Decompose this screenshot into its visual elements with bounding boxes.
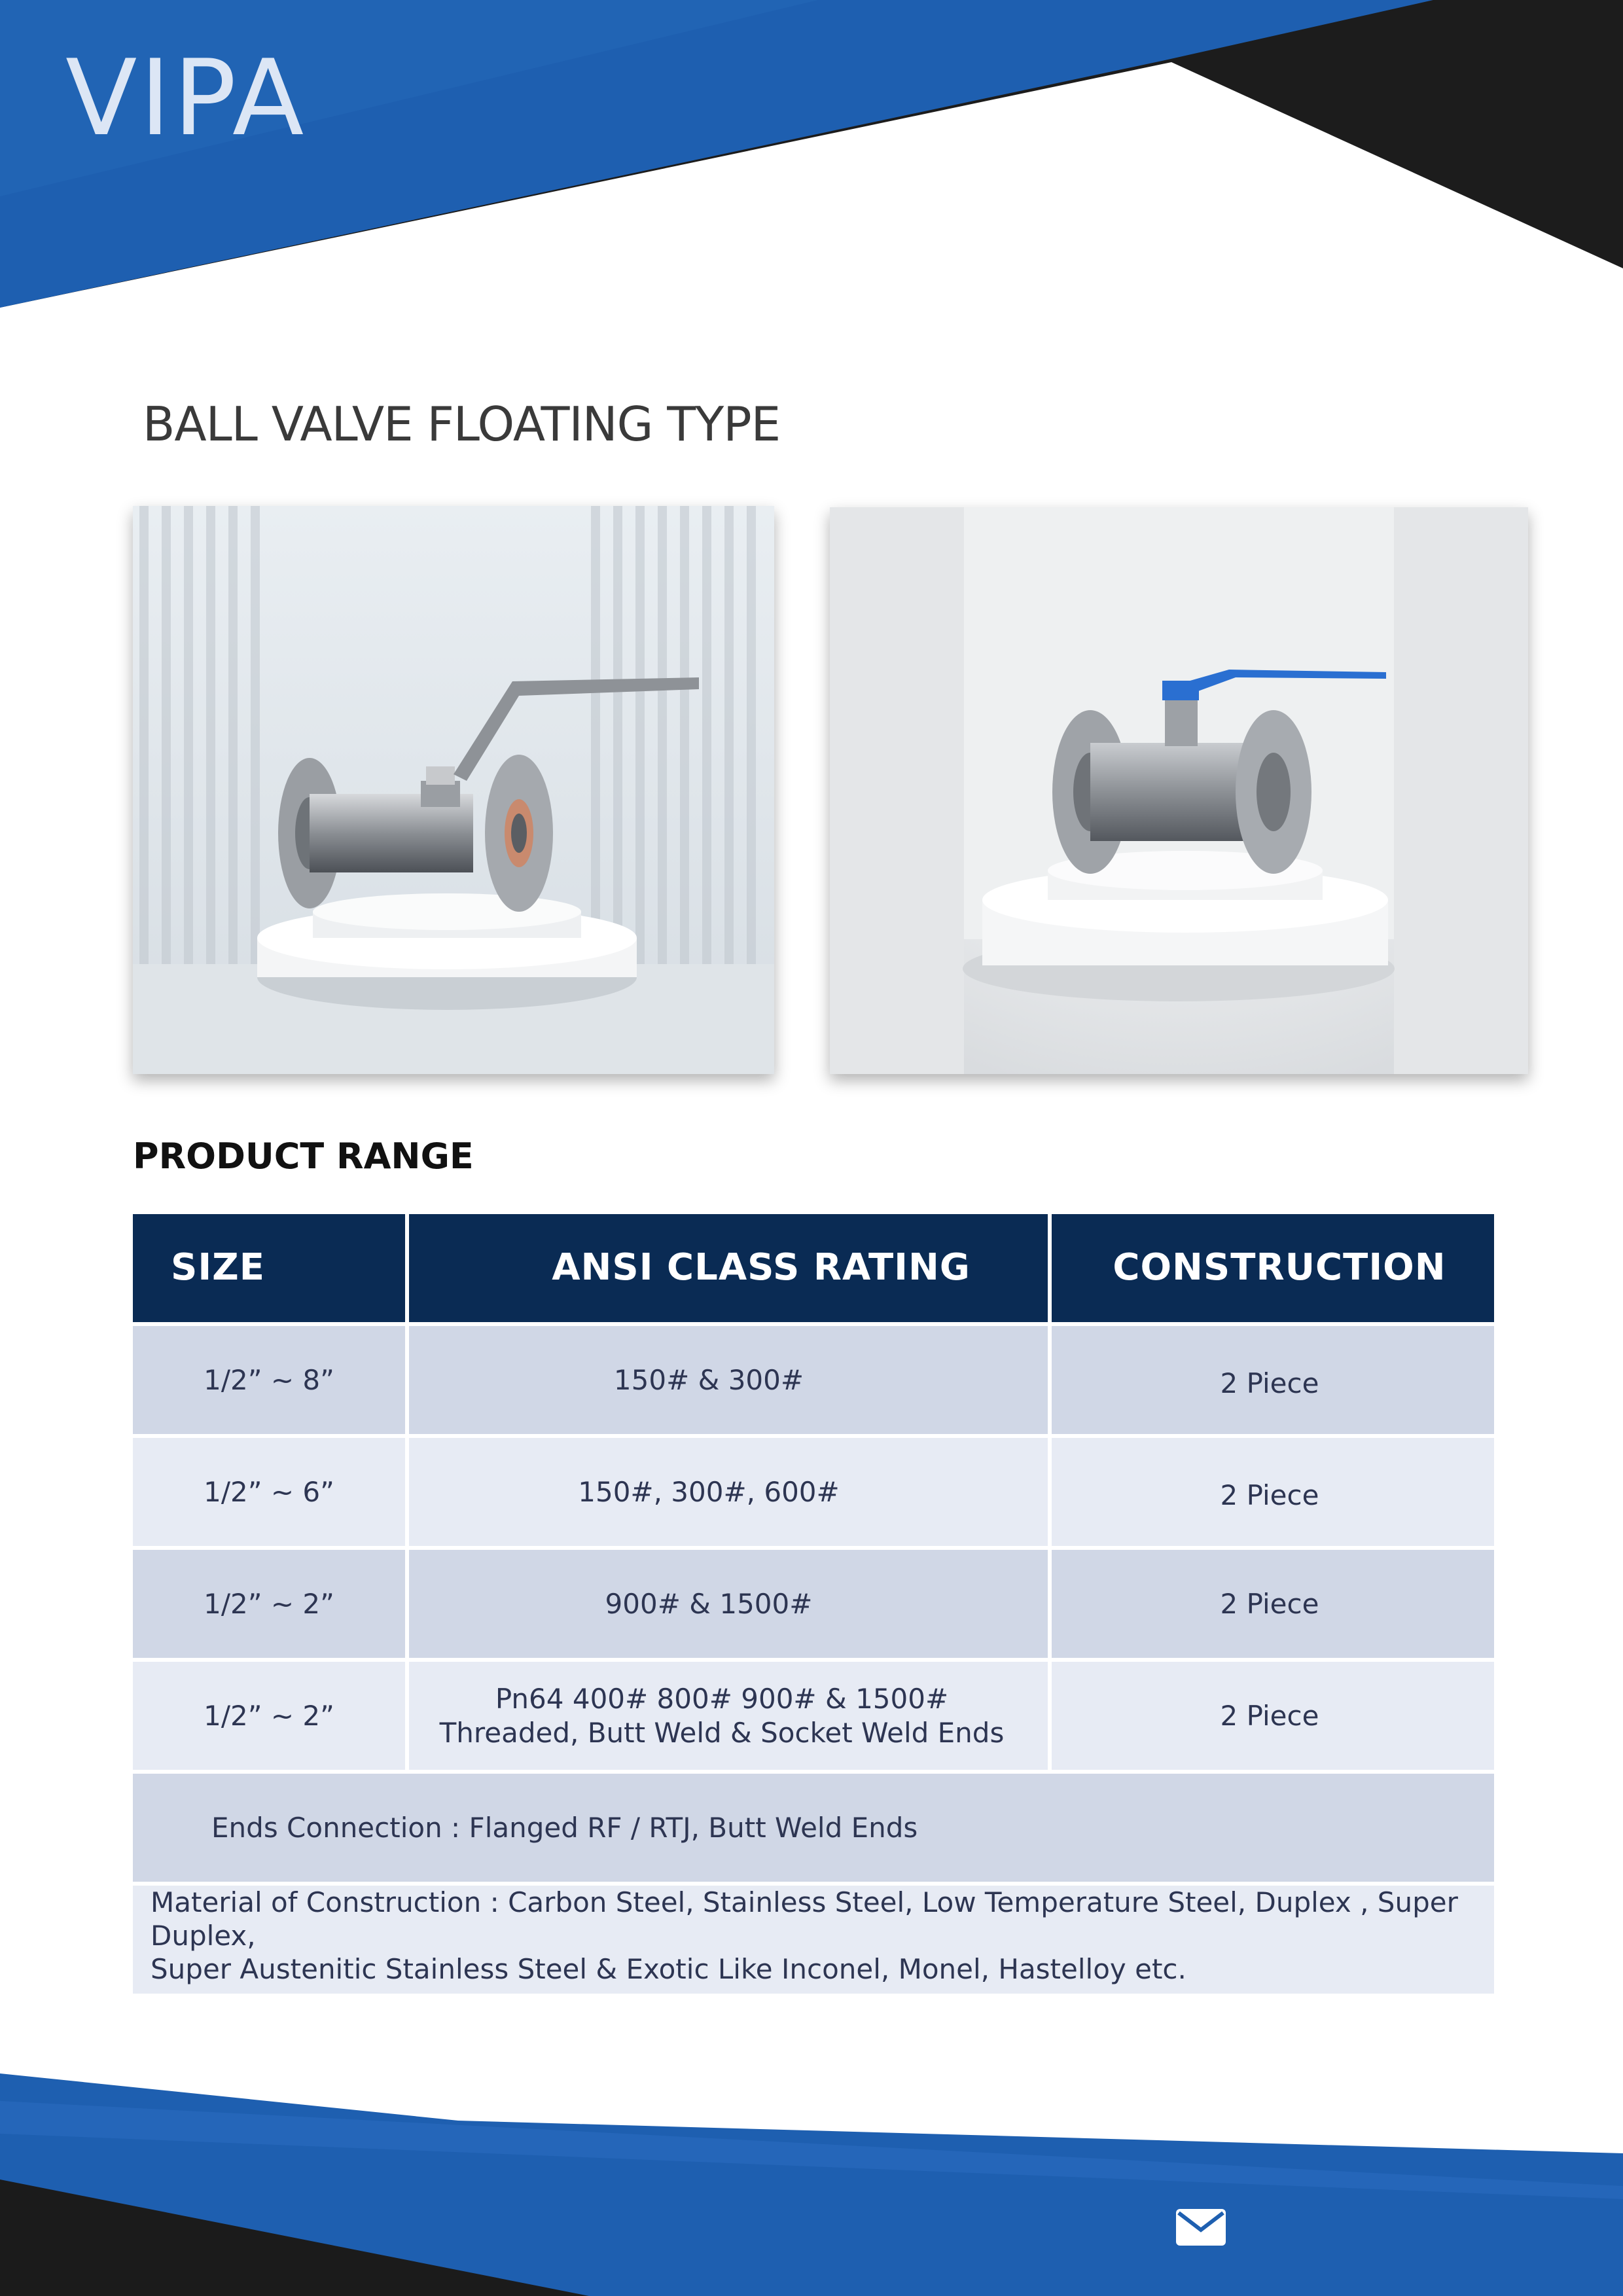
table-header-row bbox=[133, 1214, 1494, 1322]
brand-logo-text: VIPA bbox=[65, 37, 307, 159]
table-row bbox=[133, 1550, 1494, 1658]
cell-size: 1/2” ~ 6” bbox=[133, 1438, 405, 1546]
cell-construction: 2 Piece bbox=[1052, 1326, 1494, 1434]
cell-size: 1/2” ~ 2” bbox=[133, 1662, 405, 1770]
cell-construction: 2 Piece bbox=[1052, 1550, 1494, 1658]
product-range-title: PRODUCT RANGE bbox=[133, 1136, 474, 1177]
column-header-ansi-class-rating: ANSI CLASS RATING bbox=[409, 1214, 1048, 1322]
cell-rating: 150#, 300#, 600# bbox=[409, 1438, 1048, 1546]
cell-rating bbox=[409, 1662, 1048, 1770]
ball-valve-photo-left bbox=[133, 506, 774, 1074]
material-text-line-1: Material of Construction : Carbon Steel, Stainless Steel, Low Temperature Steel, Duplex , Super Duplex, bbox=[151, 1886, 1458, 1952]
cell-rating-line-2: Threaded, Butt Weld & Socket Weld Ends bbox=[439, 1716, 1005, 1749]
cell-construction: 2 Piece bbox=[1052, 1438, 1494, 1546]
cell-rating-line-1: Pn64 400# 800# 900# & 1500# bbox=[495, 1683, 949, 1715]
cell-rating: 150# & 300# bbox=[409, 1326, 1048, 1434]
cell-size: 1/2” ~ 8” bbox=[133, 1326, 405, 1434]
material-row bbox=[133, 1886, 1494, 1994]
cell-size: 1/2” ~ 2” bbox=[133, 1550, 405, 1658]
column-header-construction: CONSTRUCTION bbox=[1052, 1214, 1494, 1322]
ball-valve-photo-right bbox=[830, 507, 1528, 1074]
table-row bbox=[133, 1662, 1494, 1770]
column-header-size: SIZE bbox=[133, 1214, 405, 1322]
cell-construction: 2 Piece bbox=[1052, 1662, 1494, 1770]
cell-rating: 900# & 1500# bbox=[409, 1550, 1048, 1658]
ends-connection-text: Ends Connection : Flanged RF / RTJ, Butt Weld Ends bbox=[133, 1774, 1494, 1882]
material-text bbox=[133, 1886, 1494, 1994]
mail-icon[interactable] bbox=[1176, 2209, 1226, 2246]
table-row bbox=[133, 1438, 1494, 1546]
table-row bbox=[133, 1326, 1494, 1434]
ends-connection-row bbox=[133, 1774, 1494, 1882]
material-text-line-2: Super Austenitic Stainless Steel & Exotic Like Inconel, Monel, Hastelloy etc. bbox=[151, 1953, 1186, 1986]
page-title: BALL VALVE FLOATING TYPE bbox=[143, 397, 781, 452]
